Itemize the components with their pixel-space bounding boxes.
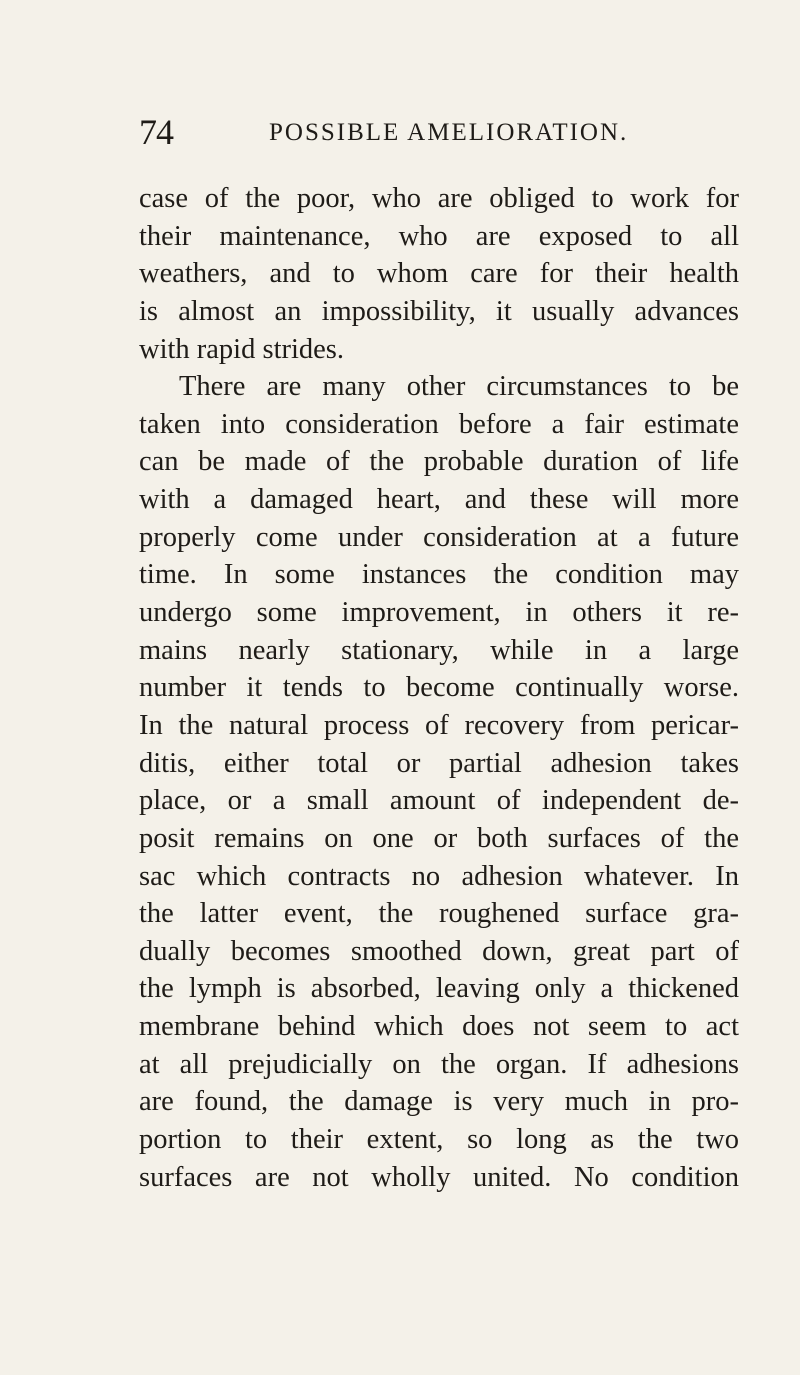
text-line: weathers, and to whom care for their health bbox=[139, 258, 739, 290]
text-line: are found, the damage is very much in pro- bbox=[139, 1086, 739, 1118]
text-line: the latter event, the roughened surface gra- bbox=[139, 898, 739, 930]
text-line: case of the poor, who are obliged to work for bbox=[139, 183, 739, 214]
text-line: with rapid strides. bbox=[139, 333, 345, 365]
text-line: the lymph is absorbed, leaving only a thickened bbox=[139, 973, 739, 1005]
text-line: undergo some improvement, in others it re- bbox=[139, 597, 739, 629]
text-line: time. In some instances the condition may bbox=[139, 559, 739, 591]
running-title: POSSIBLE AMELIORATION. bbox=[269, 119, 629, 146]
text-line: their maintenance, who are exposed to all bbox=[139, 220, 739, 252]
text-line: posit remains on one or both surfaces of the bbox=[139, 822, 739, 854]
text-line: surfaces are not wholly united. No condition bbox=[139, 1161, 739, 1193]
text-line: There are many other circumstances to be bbox=[179, 371, 739, 403]
text-line: with a damaged heart, and these will more bbox=[139, 484, 739, 516]
text-line: place, or a small amount of independent de- bbox=[139, 785, 739, 817]
text-line: membrane behind which does not seem to act bbox=[139, 1011, 739, 1043]
text-line: can be made of the probable duration of life bbox=[139, 446, 739, 478]
text-line: is almost an impossibility, it usually advances bbox=[139, 295, 739, 327]
text-line: mains nearly stationary, while in a large bbox=[139, 634, 739, 666]
text-line: properly come under consideration at a future bbox=[139, 521, 739, 553]
text-line: sac which contracts no adhesion whatever. In bbox=[139, 860, 739, 892]
running-head bbox=[139, 112, 739, 152]
text-line: number it tends to become continually worse. bbox=[139, 672, 739, 704]
text-line: dually becomes smoothed down, great part of bbox=[139, 935, 739, 967]
text-line: ditis, either total or partial adhesion takes bbox=[139, 747, 739, 779]
page-number: 74 bbox=[139, 112, 173, 152]
text-line: portion to their extent, so long as the two bbox=[139, 1124, 739, 1156]
body-text bbox=[139, 180, 739, 1196]
text-line: In the natural process of recovery from pericar- bbox=[139, 709, 739, 741]
text-line: at all prejudicially on the organ. If adhesions bbox=[139, 1048, 739, 1080]
text-line: taken into consideration before a fair estimate bbox=[139, 408, 739, 440]
